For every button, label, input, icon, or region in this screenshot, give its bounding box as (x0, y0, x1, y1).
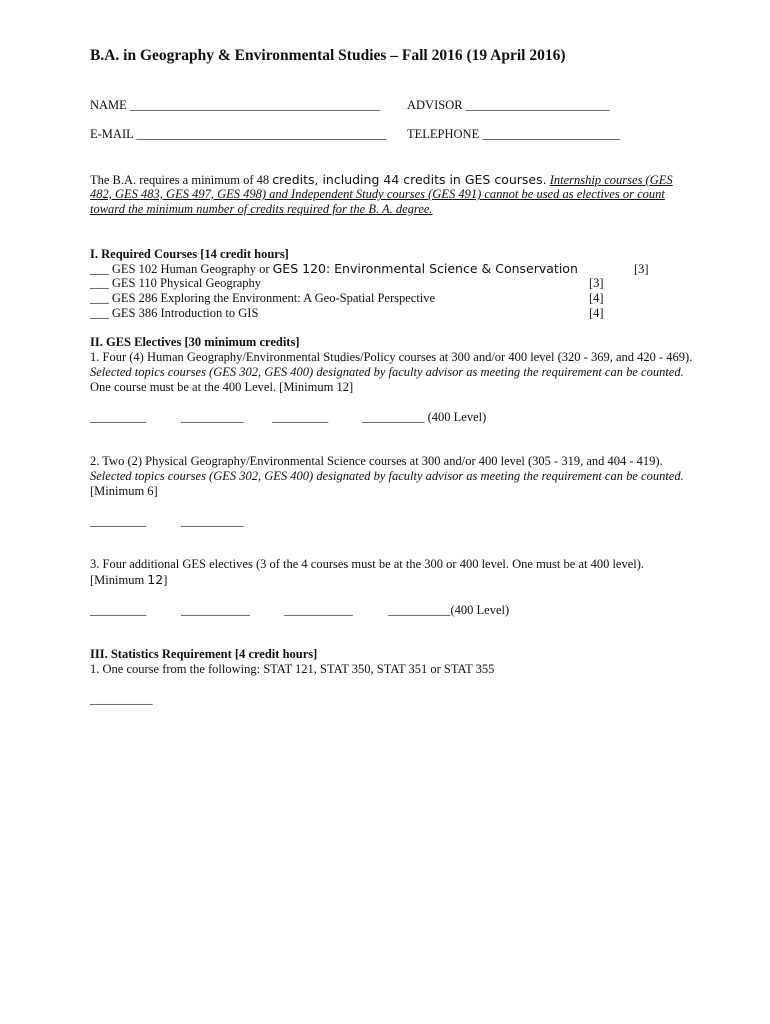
advisor-field[interactable]: ADVISOR _______________________ (407, 98, 610, 112)
section-electives-heading: II. GES Electives [30 minimum credits] (90, 335, 300, 349)
course-blank-400-level[interactable]: __________(400 Level) (388, 603, 510, 617)
course-blank[interactable]: ___________ (284, 603, 353, 617)
minimum-label: [Minimum (90, 573, 148, 587)
electives-part2-line3: [Minimum 6] (90, 484, 158, 498)
electives-part1-line2: Selected topics courses (GES 302, GES 400) designated by faculty advisor as meeting the requirement can be counted. (90, 365, 684, 379)
name-field[interactable]: NAME ________________________________________ (90, 98, 380, 112)
course-row (90, 261, 578, 277)
intro-lead-sans: credits, including 44 credits in GES courses. (272, 172, 547, 187)
course-credit: [4] (589, 291, 604, 305)
course-row[interactable]: ___ GES 286 Exploring the Environment: A Geo-Spatial Perspective (90, 291, 436, 305)
email-field[interactable]: E-MAIL ________________________________________ (90, 127, 387, 141)
intro-italic-1: Internship courses (GES (549, 173, 673, 187)
course-blank[interactable]: ___________ (181, 603, 250, 617)
electives-part1-line1: 1. Four (4) Human Geography/Environmental Studies/Policy courses at 300 and/or 400 level (320 - 369, and 420 - 469). (90, 350, 693, 364)
page-title: B.A. in Geography & Environmental Studies – Fall 2016 (19 April 2016) (90, 47, 566, 64)
minimum-value: 12 (147, 572, 164, 587)
course-blank[interactable]: _________ (90, 603, 147, 617)
electives-part2-line2: Selected topics courses (GES 302, GES 400) designated by faculty advisor as meeting the requirement can be counted. (90, 469, 684, 483)
intro-italic-3: toward the minimum number of credits required for the B. A. degree. (90, 202, 433, 216)
course-blank[interactable]: _________ (90, 410, 147, 424)
statistics-line1: 1. One course from the following: STAT 121, STAT 350, STAT 351 or STAT 355 (90, 662, 495, 676)
course-alt-label: GES 120: Environmental Science & Conservation (272, 261, 578, 276)
electives-part3-line2 (90, 572, 167, 588)
course-checkbox-label[interactable]: ___ GES 102 Human Geography or (90, 262, 273, 276)
intro-italic-2: 482, GES 483, GES 497, GES 498) and Independent Study courses (GES 491) cannot be used as electives or count (90, 187, 665, 201)
electives-part1-line3: One course must be at the 400 Level. [Minimum 12] (90, 380, 354, 394)
electives-part2-line1: 2. Two (2) Physical Geography/Environmental Science courses at 300 and/or 400 level (305 - 319, and 404 - 419). (90, 454, 663, 468)
course-credit: [3] (589, 276, 604, 290)
course-credit: [3] (634, 262, 649, 276)
course-blank[interactable]: _________ (272, 410, 329, 424)
course-blank[interactable]: __________ (181, 410, 244, 424)
course-credit: [4] (589, 306, 604, 320)
intro-line-1 (90, 172, 673, 188)
course-row[interactable]: ___ GES 386 Introduction to GIS (90, 306, 259, 320)
minimum-close: ] (163, 573, 168, 587)
section-statistics-heading: III. Statistics Requirement [4 credit hours] (90, 647, 318, 661)
course-blank[interactable]: __________ (181, 514, 244, 528)
course-row[interactable]: ___ GES 110 Physical Geography (90, 276, 262, 290)
statistics-blank[interactable]: __________ (90, 692, 153, 706)
electives-part3-line1: 3. Four additional GES electives (3 of the 4 courses must be at the 300 or 400 level. One must be at 400 level). (90, 557, 645, 571)
course-blank[interactable]: _________ (90, 514, 147, 528)
course-blank-400-level[interactable]: __________ (400 Level) (362, 410, 487, 424)
telephone-field[interactable]: TELEPHONE ______________________ (407, 127, 620, 141)
section-required-heading: I. Required Courses [14 credit hours] (90, 247, 289, 261)
intro-lead: The B.A. requires a minimum of 48 (90, 173, 273, 187)
